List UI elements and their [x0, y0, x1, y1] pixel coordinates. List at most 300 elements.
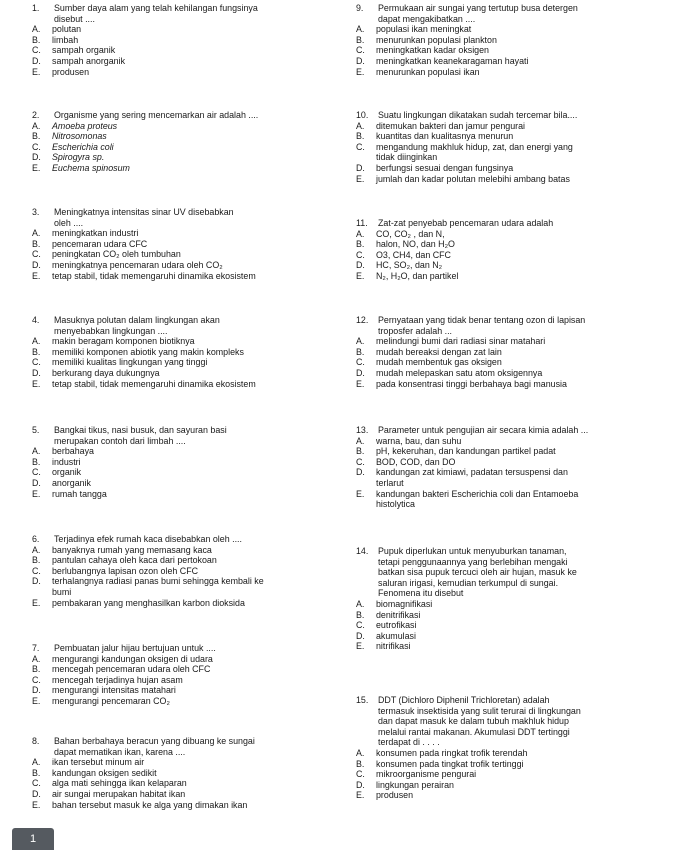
option-letter: E. — [356, 641, 365, 652]
option-text: peningkatan CO₂ oleh tumbuhan — [52, 249, 181, 260]
option-text: BOD, COD, dan DO — [376, 456, 456, 467]
answer-option — [32, 675, 350, 686]
option-text: histolytica — [376, 499, 415, 510]
question-block — [32, 110, 350, 174]
option-letter: E. — [356, 270, 365, 281]
question-block — [356, 110, 690, 184]
option-letter: C. — [356, 249, 365, 260]
answer-option — [356, 67, 690, 78]
answer-option — [356, 748, 690, 759]
answer-option — [356, 368, 690, 379]
answer-option — [32, 152, 350, 163]
answer-option — [356, 121, 690, 132]
question-block — [356, 546, 690, 652]
option-letter: E. — [356, 66, 365, 77]
answer-option — [356, 357, 690, 368]
option-letter: E. — [32, 488, 41, 499]
option-text: halon, NO, dan H₂O — [376, 239, 455, 250]
question-line — [32, 747, 350, 758]
option-text: O3, CH4, dan CFC — [376, 249, 451, 260]
question-number: 9. — [356, 3, 364, 13]
question-line — [32, 218, 350, 229]
answer-option — [356, 790, 690, 801]
option-text: produsen — [52, 66, 90, 77]
option-text: eutrofikasi — [376, 620, 417, 631]
question-block — [356, 3, 690, 77]
option-letter: A. — [32, 336, 41, 347]
option-letter: C. — [356, 357, 365, 368]
option-letter: B. — [32, 456, 41, 467]
question-number: 4. — [32, 315, 40, 325]
question-number: 15. — [356, 695, 369, 705]
option-letter: D. — [32, 477, 41, 488]
answer-option — [356, 56, 690, 67]
option-letter: A. — [356, 228, 365, 239]
option-letter: E. — [32, 799, 41, 810]
question-number: 12. — [356, 315, 369, 325]
option-letter: C. — [356, 456, 365, 467]
answer-option — [356, 610, 690, 621]
option-letter: A. — [32, 757, 41, 768]
answer-option — [32, 778, 350, 789]
option-text: polutan — [52, 24, 82, 35]
question-line — [356, 737, 690, 748]
question-text: Pernyataan yang tidak benar tentang ozon di lapisan — [378, 315, 586, 325]
option-letter: E. — [356, 378, 365, 389]
question-line — [356, 425, 690, 436]
answer-option — [356, 271, 690, 282]
option-letter: E. — [32, 378, 41, 389]
question-text: Pembuatan jalur hijau bertujuan untuk .... — [54, 643, 216, 653]
question-number: 1. — [32, 3, 40, 13]
answer-option — [356, 499, 690, 510]
question-line — [32, 534, 350, 545]
answer-option — [32, 239, 350, 250]
option-letter: B. — [356, 34, 365, 45]
option-letter: C. — [32, 565, 41, 576]
question-text: disebut .... — [54, 13, 95, 24]
option-letter: A. — [32, 544, 41, 555]
option-text: Escherichia coli — [52, 141, 114, 152]
answer-option — [356, 347, 690, 358]
question-text: Zat-zat penyebab pencemaran udara adalah — [378, 218, 554, 228]
option-text: alga mati sehingga ikan kelaparan — [52, 778, 187, 789]
question-text: Meningkatnya intensitas sinar UV disebabkan — [54, 207, 234, 217]
option-text: kandungan zat kimiawi, padatan tersuspensi dan — [376, 467, 568, 478]
question-block — [356, 218, 690, 282]
option-letter: E. — [356, 790, 365, 801]
question-line — [356, 567, 690, 578]
question-text: merupakan contoh dari limbah .... — [54, 435, 186, 446]
answer-option — [32, 260, 350, 271]
answer-option — [32, 696, 350, 707]
option-text: mengurangi pencemaran CO₂ — [52, 695, 170, 706]
answer-option — [32, 347, 350, 358]
option-text: mengurangi kandungan oksigen di udara — [52, 653, 213, 664]
question-text: Fenomena itu disebut — [378, 588, 464, 599]
question-number: 2. — [32, 110, 40, 120]
answer-option — [356, 780, 690, 791]
answer-option — [356, 631, 690, 642]
option-letter: C. — [32, 45, 41, 56]
option-letter: E. — [32, 162, 41, 173]
option-text: terhalangnya radiasi panas bumi sehingga kembali ke — [52, 576, 264, 587]
question-number: 13. — [356, 425, 369, 435]
question-line — [356, 716, 690, 727]
option-letter: D. — [356, 55, 365, 66]
answer-option — [32, 664, 350, 675]
question-block — [356, 695, 690, 801]
option-text: organik — [52, 467, 82, 478]
answer-option — [32, 271, 350, 282]
option-letter: E. — [32, 270, 41, 281]
question-line — [32, 110, 350, 121]
question-number: 6. — [32, 534, 40, 544]
option-text: warna, bau, dan suhu — [376, 435, 462, 446]
question-block — [32, 425, 350, 499]
answer-option — [32, 555, 350, 566]
answer-option — [356, 260, 690, 271]
option-letter: B. — [356, 239, 365, 250]
option-text: Nitrosomonas — [52, 131, 107, 142]
option-letter: A. — [32, 653, 41, 664]
answer-option — [32, 131, 350, 142]
option-text: anorganik — [52, 477, 91, 488]
answer-option — [32, 35, 350, 46]
option-letter: D. — [32, 152, 41, 163]
question-number: 3. — [32, 207, 40, 217]
option-text: bumi — [52, 586, 72, 597]
question-text: Suatu lingkungan dikatakan sudah tercemar bila.... — [378, 110, 578, 120]
answer-option — [356, 152, 690, 163]
option-text: kandungan oksigen sedikit — [52, 767, 157, 778]
option-text: pembakaran yang menghasilkan karbon dioksida — [52, 597, 245, 608]
answer-option — [356, 142, 690, 153]
question-line — [32, 326, 350, 337]
answer-option — [32, 576, 350, 587]
answer-option — [356, 436, 690, 447]
answer-option — [356, 379, 690, 390]
question-block — [32, 736, 350, 810]
option-letter: A. — [356, 435, 365, 446]
question-text: Bahan berbahaya beracun yang dibuang ke sungai — [54, 736, 255, 746]
answer-option — [32, 228, 350, 239]
question-text: termasuk insektisida yang sulit terurai di lingkungan — [378, 705, 581, 716]
question-line — [356, 727, 690, 738]
option-letter: D. — [32, 788, 41, 799]
answer-option — [356, 457, 690, 468]
answer-option — [356, 489, 690, 500]
option-letter: D. — [356, 367, 365, 378]
answer-option — [356, 250, 690, 261]
option-letter: D. — [32, 55, 41, 66]
option-text: nitrifikasi — [376, 641, 411, 652]
option-text: makin beragam komponen biotiknya — [52, 336, 195, 347]
option-letter: B. — [32, 131, 41, 142]
option-text: biomagnifikasi — [376, 598, 433, 609]
option-letter: E. — [32, 66, 41, 77]
question-line — [356, 14, 690, 25]
answer-option — [32, 142, 350, 153]
question-text: Pupuk diperlukan untuk menyuburkan tanaman, — [378, 546, 567, 556]
question-line — [356, 315, 690, 326]
option-text: populasi ikan meningkat — [376, 24, 472, 35]
question-number: 14. — [356, 546, 369, 556]
answer-option — [32, 654, 350, 665]
question-text: Masuknya polutan dalam lingkungan akan — [54, 315, 220, 325]
option-text: mengandung makhluk hidup, zat, dan energi yang — [376, 141, 573, 152]
option-letter: B. — [356, 131, 365, 142]
answer-option — [32, 545, 350, 556]
option-letter: A. — [32, 120, 41, 131]
question-line — [32, 207, 350, 218]
answer-option — [32, 478, 350, 489]
answer-option — [32, 489, 350, 500]
option-letter: D. — [32, 367, 41, 378]
question-number: 11. — [356, 218, 368, 228]
question-line — [32, 643, 350, 654]
answer-option — [32, 457, 350, 468]
option-letter: C. — [32, 674, 41, 685]
option-text: memiliki komponen abiotik yang makin kompleks — [52, 346, 244, 357]
question-block — [32, 643, 350, 707]
option-letter: B. — [356, 346, 365, 357]
answer-option — [32, 598, 350, 609]
question-text: DDT (Dichloro Diphenil Trichloretan) adalah — [378, 695, 550, 705]
option-letter: B. — [32, 238, 41, 249]
option-text: rumah tangga — [52, 488, 107, 499]
option-letter: C. — [32, 249, 41, 260]
option-text: akumulasi — [376, 630, 416, 641]
option-text: mengurangi intensitas matahari — [52, 685, 176, 696]
option-letter: B. — [32, 555, 41, 566]
answer-option — [356, 174, 690, 185]
answer-option — [356, 446, 690, 457]
option-letter: D. — [356, 467, 365, 478]
option-text: mencegah terjadinya hujan asam — [52, 674, 183, 685]
option-text: berbahaya — [52, 446, 94, 457]
option-text: Spirogyra sp. — [52, 152, 105, 163]
option-text: limbah — [52, 34, 79, 45]
question-text: dapat mengakibatkan .... — [378, 13, 476, 24]
option-letter: E. — [32, 695, 41, 706]
option-text: tidak diinginkan — [376, 152, 438, 163]
question-text: dan dapat masuk ke dalam tubuh makhluk hidup — [378, 716, 569, 727]
question-text: troposfer adalah ... — [378, 325, 453, 336]
answer-option — [356, 45, 690, 56]
question-line — [356, 588, 690, 599]
option-letter: D. — [356, 260, 365, 271]
question-text: Parameter untuk pengujian air secara kimia adalah ... — [378, 425, 589, 435]
option-letter: C. — [356, 769, 365, 780]
option-text: mudah membentuk gas oksigen — [376, 357, 502, 368]
question-text: Organisme yang sering mencemarkan air adalah .... — [54, 110, 259, 120]
option-letter: C. — [356, 45, 365, 56]
option-letter: A. — [356, 120, 365, 131]
answer-option — [32, 336, 350, 347]
option-letter: E. — [356, 488, 365, 499]
question-text: melalui rantai makanan. Akumulasi DDT tertinggi — [378, 726, 570, 737]
option-letter: D. — [356, 630, 365, 641]
option-letter: B. — [32, 767, 41, 778]
option-text: pantulan cahaya oleh kaca dari pertokoan — [52, 555, 217, 566]
option-letter: A. — [356, 747, 365, 758]
question-text: Terjadinya efek rumah kaca disebabkan oleh .... — [54, 534, 242, 544]
option-text: mudah bereaksi dengan zat lain — [376, 346, 502, 357]
option-text: menurunkan populasi plankton — [376, 34, 497, 45]
answer-option — [32, 368, 350, 379]
option-text: melindungi bumi dari radiasi sinar matahari — [376, 336, 546, 347]
question-text: dapat mematikan ikan, karena .... — [54, 746, 186, 757]
question-line — [356, 218, 690, 229]
option-text: ikan tersebut minum air — [52, 757, 145, 768]
answer-option — [356, 163, 690, 174]
page-number-tab[interactable]: 1 — [12, 828, 54, 850]
answer-option — [356, 769, 690, 780]
option-letter: B. — [32, 664, 41, 675]
question-text: menyebabkan lingkungan .... — [54, 325, 168, 336]
answer-option — [32, 566, 350, 577]
option-text: pencemaran udara CFC — [52, 238, 148, 249]
option-letter: B. — [32, 346, 41, 357]
option-text: produsen — [376, 790, 414, 801]
option-letter: A. — [356, 24, 365, 35]
option-text: sampah anorganik — [52, 55, 126, 66]
answer-option — [356, 229, 690, 240]
answer-option — [356, 239, 690, 250]
option-text: pH, kekeruhan, dan kandungan partikel padat — [376, 446, 556, 457]
answer-option — [32, 24, 350, 35]
question-line — [32, 14, 350, 25]
option-letter: E. — [356, 173, 365, 184]
question-line — [356, 578, 690, 589]
question-block — [356, 315, 690, 389]
option-text: meningkatkan keanekaragaman hayati — [376, 55, 529, 66]
option-letter: C. — [356, 141, 365, 152]
option-letter: D. — [32, 259, 41, 270]
option-text: HC, SO₂, dan N₂ — [376, 260, 443, 271]
option-letter: C. — [356, 620, 365, 631]
answer-option — [32, 446, 350, 457]
answer-option — [32, 800, 350, 811]
answer-option — [356, 131, 690, 142]
answer-option — [356, 35, 690, 46]
answer-option — [356, 641, 690, 652]
question-line — [356, 546, 690, 557]
question-line — [356, 695, 690, 706]
option-text: berlubangnya lapisan ozon oleh CFC — [52, 565, 199, 576]
question-line — [32, 436, 350, 447]
option-text: jumlah dan kadar polutan melebihi ambang batas — [376, 173, 570, 184]
option-letter: B. — [356, 446, 365, 457]
option-letter: A. — [356, 336, 365, 347]
option-text: sampah organik — [52, 45, 116, 56]
option-text: mencegah pencemaran udara oleh CFC — [52, 664, 211, 675]
option-text: banyaknya rumah yang memasang kaca — [52, 544, 212, 555]
option-letter: E. — [32, 597, 41, 608]
question-line — [32, 315, 350, 326]
question-line — [356, 557, 690, 568]
answer-option — [356, 467, 690, 478]
option-text: denitrifikasi — [376, 609, 421, 620]
question-line — [32, 736, 350, 747]
answer-option — [356, 336, 690, 347]
answer-option — [32, 768, 350, 779]
option-letter: D. — [32, 576, 41, 587]
option-text: konsumen pada ringkat trofik terendah — [376, 747, 528, 758]
option-text: tetap stabil, tidak memengaruhi dinamika ekosistem — [52, 270, 256, 281]
option-text: kuantitas dan kualitasnya menurun — [376, 131, 514, 142]
option-text: berfungsi sesuai dengan fungsinya — [376, 162, 514, 173]
option-letter: B. — [356, 758, 365, 769]
option-text: Amoeba proteus — [52, 120, 118, 131]
option-text: N₂, H₂O, dan partikel — [376, 270, 459, 281]
question-text: Sumber daya alam yang telah kehilangan fungsinya — [54, 3, 258, 13]
option-text: meningkatkan industri — [52, 228, 139, 239]
option-letter: A. — [356, 598, 365, 609]
answer-option — [32, 467, 350, 478]
option-text: mikroorganisme pengurai — [376, 769, 477, 780]
option-letter: C. — [32, 467, 41, 478]
question-line — [32, 3, 350, 14]
answer-option — [32, 789, 350, 800]
answer-option — [32, 685, 350, 696]
option-text: bahan tersebut masuk ke alga yang dimakan ikan — [52, 799, 248, 810]
answer-option — [356, 24, 690, 35]
question-number: 5. — [32, 425, 40, 435]
question-line — [32, 425, 350, 436]
option-letter: A. — [32, 228, 41, 239]
question-line — [356, 706, 690, 717]
option-letter: C. — [32, 141, 41, 152]
question-text: Permukaan air sungai yang tertutup busa detergen — [378, 3, 578, 13]
question-text: oleh .... — [54, 217, 84, 228]
question-line — [356, 326, 690, 337]
option-text: Euchema spinosum — [52, 162, 130, 173]
option-letter: A. — [32, 446, 41, 457]
answer-option — [32, 56, 350, 67]
question-block — [356, 425, 690, 510]
answer-option — [32, 757, 350, 768]
option-text: ditemukan bakteri dan jamur pengurai — [376, 120, 525, 131]
option-text: industri — [52, 456, 81, 467]
option-letter: C. — [32, 357, 41, 368]
answer-option — [356, 620, 690, 631]
question-number: 8. — [32, 736, 40, 746]
question-text: terdapat di . . . . — [378, 737, 440, 748]
question-number: 7. — [32, 643, 40, 653]
question-number: 10. — [356, 110, 369, 120]
answer-option — [356, 478, 690, 489]
option-letter: D. — [356, 779, 365, 790]
option-letter: C. — [32, 778, 41, 789]
option-text: konsumen pada tingkat trofik tertinggi — [376, 758, 524, 769]
option-text: CO, CO₂ , dan N, — [376, 228, 445, 239]
option-letter: B. — [32, 34, 41, 45]
option-letter: A. — [32, 24, 41, 35]
option-text: terlarut — [376, 477, 404, 488]
question-block — [32, 207, 350, 281]
question-block — [32, 534, 350, 608]
option-text: pada konsentrasi tinggi berbahaya bagi manusia — [376, 378, 567, 389]
answer-option — [32, 121, 350, 132]
answer-option — [32, 379, 350, 390]
option-text: meningkatkan kadar oksigen — [376, 45, 489, 56]
option-letter: B. — [356, 609, 365, 620]
option-text: lingkungan perairan — [376, 779, 454, 790]
answer-option — [32, 357, 350, 368]
option-text: air sungai merupakan habitat ikan — [52, 788, 186, 799]
